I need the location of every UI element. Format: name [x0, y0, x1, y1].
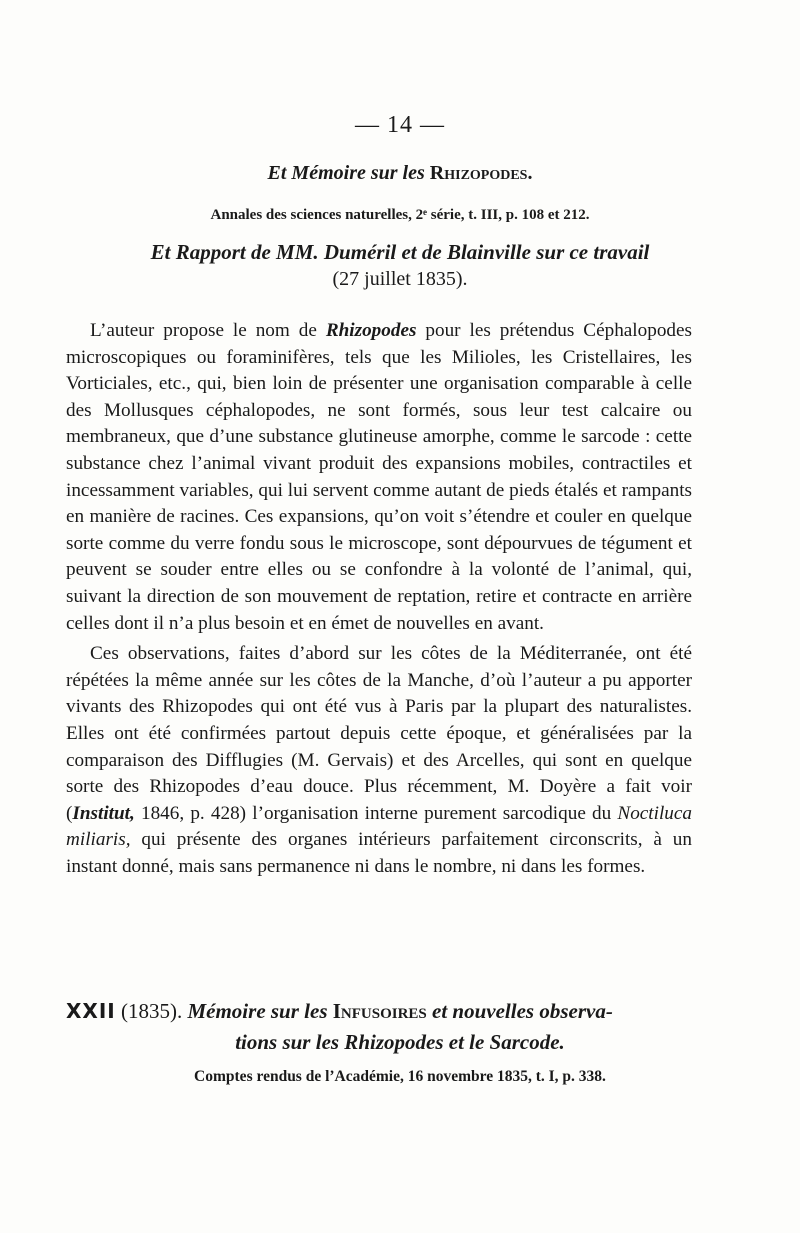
- entry-heading: [66, 997, 706, 1025]
- body-text: [66, 318, 692, 880]
- memoir-heading-smallcaps: Rhizopodes.: [429, 162, 533, 184]
- paragraph-1: [66, 318, 692, 637]
- p2-text-a: Ces observations, faites d’abord sur les côtes de la Méditerranée, ont été répétées la même année sur les côtes de la Manche, d’où l’auteur a pu apporter vivants des Rhizopodes qui ont été vus à Paris par la plupart des naturalistes. Elles ont été confirmées partout depuis cette époque, et généralisées par la comparaison des Difflugies (M. Gervais) et des Arcelles, qui sont en quelque sorte des Rhizopodes d’eau douce. Plus récemment, M. Doyère a fait voir (: [66, 643, 692, 824]
- page-number: — 14 —: [355, 112, 445, 138]
- p2-text-b: 1846, p. 428) l’organisation interne purement sarcodique du: [134, 802, 618, 824]
- annales-reference: Annales des sciences naturelles, 2ᵉ série, t. III, p. 108 et 212.: [210, 207, 590, 223]
- comptes-rendus-reference: Comptes rendus de l’Académie, 16 novembre 1835, t. I, p. 338.: [194, 1068, 606, 1085]
- entry-title-smallcaps: Infusoires: [332, 999, 427, 1023]
- entry-number: XXII: [66, 999, 116, 1023]
- memoir-heading-prefix: Et Mémoire sur les: [267, 162, 430, 184]
- p1-text-a: L’auteur propose le nom de: [90, 320, 326, 341]
- memoir-heading: [60, 162, 740, 185]
- rapport-heading-line1: Et Rapport de MM. Duméril et de Blainville sur ce travail: [150, 240, 650, 264]
- entry-year: (1835).: [115, 999, 188, 1023]
- entry-title-a: Mémoire sur les: [187, 999, 333, 1023]
- p2-text-c: qui présente des organes intérieurs parfaitement circonscrits, à un instant donné, mais sans permanence ni dans le nombre, ni dans les formes.: [66, 829, 692, 877]
- p1-text-b: pour les prétendus Céphalopodes microscopiques ou foraminifères, tels que les Milioles, les Cristellaires, les Vorticiales, etc., qui, bien loin de présenter une organisation comparable à celle des Mollusques céphalopodes, ne sont formés, sous leur test calcaire ou membraneux, que d’une substance glutineuse amorphe, comme le sarcode : cette substance chez l’animal vivant produit des expansions mobiles, contractiles et incessamment variables, qui lui servent comme autant de pieds étalés et rampants en manière de racines. Ces expansions, qu’on voit s’étendre et couler en quelque sorte comme du verre fondu sous le microscope, sont dépourvues de tégument et peuvent se souder entre elles ou se confondre à la volonté de l’animal, qui, suivant la direction de son mouvement de reptation, retire et contracte en arrière celles dont il n’a plus besoin et en émet de nouvelles en avant.: [66, 320, 692, 634]
- entry-title-b: et nouvelles observa-: [426, 999, 613, 1023]
- p1-rhizopodes: Rhizopodes: [325, 320, 417, 341]
- p2-institut: Institut,: [72, 802, 135, 824]
- entry-title-line2: tions sur les Rhizopodes et le Sarcode.: [235, 1030, 565, 1054]
- rapport-heading-line2: (27 juillet 1835).: [332, 268, 468, 290]
- p2-noctiluca: Noctiluca miliaris,: [66, 802, 692, 851]
- paragraph-2: [66, 641, 692, 880]
